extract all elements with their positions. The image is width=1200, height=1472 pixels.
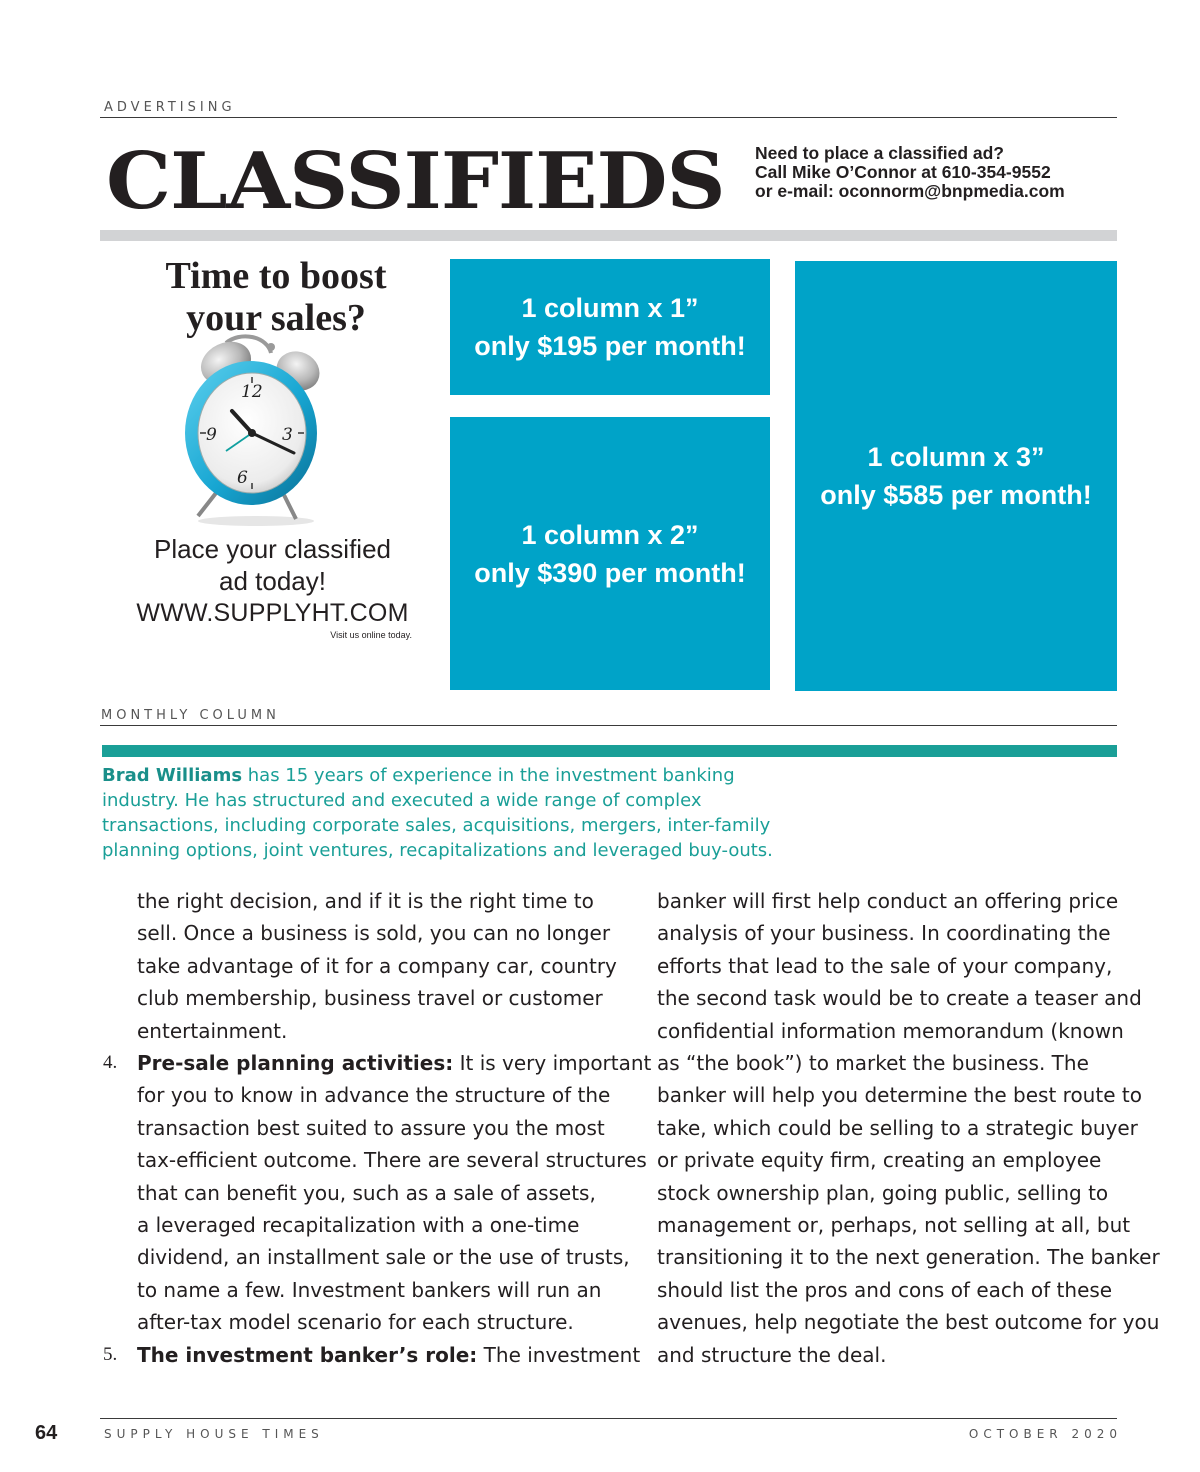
promo-url-link[interactable]: WWW.SUPPLYHT.COM (136, 599, 409, 627)
list-heading-5: The investment banker’s role: (137, 1342, 478, 1367)
contact-line-2: Call Mike O’Connor at 610-354-9552 (755, 162, 1051, 182)
list-number-5: 5. (103, 1343, 118, 1365)
header-rule (100, 117, 1117, 118)
author-name: Brad Williams (102, 765, 243, 786)
article-line: confidential information memorandum (known (657, 1018, 1124, 1043)
article-line: sell. Once a business is sold, you can no longer (137, 921, 611, 946)
footer-date: OCTOBER 2020 (968, 1427, 1122, 1441)
rate-box-2-inch (450, 417, 770, 690)
svg-text:6: 6 (237, 468, 248, 488)
article-line: and structure the deal. (657, 1342, 887, 1367)
contact-line-1: Need to place a classified ad? (755, 143, 1004, 163)
rate-price-3: only $585 per month! (820, 480, 1092, 510)
footer-rule (100, 1418, 1117, 1419)
promo-title-line-2: your sales? (186, 297, 366, 339)
rate-size-1: 1 column x 1” (521, 293, 699, 323)
article-line: avenues, help negotiate the best outcome for you (657, 1310, 1160, 1335)
bio-line-2: industry. He has structured and executed a wide range of complex (102, 790, 702, 811)
list-item-5 (103, 1339, 641, 1371)
page-title: CLASSIFIEDS (106, 136, 725, 227)
promo-cta-line-1: Place your classified (154, 534, 391, 564)
promo-heading (140, 255, 412, 339)
article-line: club membership, business travel or customer (137, 986, 603, 1011)
list-number-4: 4. (103, 1052, 118, 1074)
promo-small-text: Visit us online today. (330, 630, 412, 640)
page-number: 64 (35, 1422, 58, 1444)
article-line: should list the pros and cons of each of these (657, 1277, 1113, 1302)
rate-price-1: only $195 per month! (474, 331, 746, 361)
list-text-4: It is very important (453, 1051, 652, 1076)
article-line: management or, perhaps, not selling at all, but (657, 1213, 1131, 1238)
article-line: that can benefit you, such as a sale of assets, (137, 1180, 596, 1205)
rate-size-2: 1 column x 2” (521, 519, 699, 550)
bio-line-3: transactions, including corporate sales, acquisitions, mergers, inter-family (102, 815, 771, 836)
article-line: for you to know in advance the structure of the (137, 1083, 611, 1108)
rate-box-3-inch (795, 261, 1117, 691)
article-line: stock ownership plan, going public, selling to (657, 1180, 1109, 1205)
article-line: entertainment. (137, 1018, 288, 1043)
section-label-advertising: ADVERTISING (104, 100, 236, 115)
section-label-monthly-column: MONTHLY COLUMN (101, 708, 280, 723)
promo-cta-line-2: ad today! (219, 566, 326, 596)
promo-title-line-1: Time to boost (165, 255, 387, 297)
article-line: as “the book”) to market the business. The (657, 1051, 1089, 1076)
rate-box-1-inch (450, 259, 770, 395)
contact-block (755, 144, 1065, 201)
article-line: to name a few. Investment bankers will run an (137, 1277, 602, 1302)
article-line: after-tax model scenario for each structure. (137, 1310, 574, 1335)
article-line: take, which could be selling to a strategic buyer (657, 1115, 1138, 1140)
alarm-clock-icon (176, 333, 326, 528)
article-line: dividend, an installment sale or the use of trusts, (137, 1245, 630, 1270)
bio-line-4: planning options, joint ventures, recapitalizations and leveraged buy-outs. (102, 840, 773, 861)
article-line: the right decision, and if it is the right time to (137, 889, 594, 913)
bio-line-1: has 15 years of experience in the investment banking (242, 765, 735, 786)
gray-divider-bar (100, 230, 1117, 241)
svg-text:3: 3 (282, 425, 293, 445)
author-bio (102, 763, 822, 863)
svg-text:12: 12 (241, 382, 263, 402)
article-line: banker will help you determine the best route to (657, 1083, 1142, 1108)
article-line: a leveraged recapitalization with a one-time (137, 1213, 580, 1238)
contact-email[interactable]: or e-mail: oconnorm@bnpmedia.com (755, 181, 1065, 201)
svg-text:9: 9 (206, 425, 217, 445)
article-line: banker will first help conduct an offering price (657, 889, 1119, 913)
article-line: the second task would be to create a teaser and (657, 986, 1142, 1011)
list-item-4 (103, 1047, 652, 1339)
column-rule (100, 725, 1117, 726)
article-line: transitioning it to the next generation. The banker (657, 1245, 1160, 1270)
article-right-column (657, 885, 1160, 1371)
article-line: efforts that lead to the sale of your company, (657, 953, 1113, 978)
teal-divider-bar (102, 745, 1117, 757)
list-text-5: The investment (477, 1342, 641, 1367)
promo-cta (130, 533, 415, 628)
footer-publication: SUPPLY HOUSE TIMES (104, 1427, 324, 1441)
article-line: analysis of your business. In coordinating the (657, 921, 1111, 946)
article-left-column (103, 885, 652, 1371)
article-line: tax-efficient outcome. There are several structures (137, 1148, 647, 1173)
rate-size-3: 1 column x 3” (867, 442, 1045, 472)
rate-price-2: only $390 per month! (474, 557, 746, 588)
list-heading-4: Pre-sale planning activities: (137, 1051, 454, 1076)
article-line: take advantage of it for a company car, country (137, 953, 617, 978)
article-line: transaction best suited to assure you the most (137, 1115, 605, 1140)
article-line: or private equity firm, creating an employee (657, 1148, 1102, 1173)
